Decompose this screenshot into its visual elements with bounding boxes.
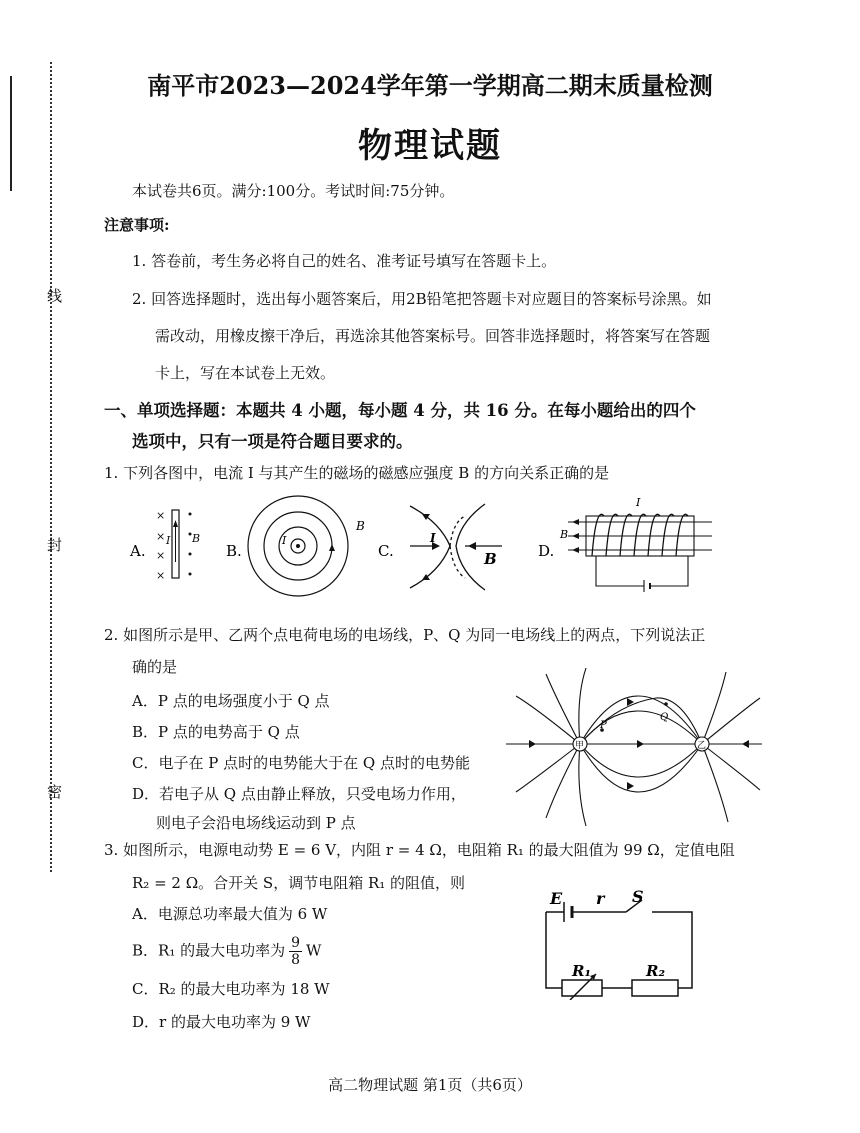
q3-option-b-fraction: $\frac{9}{8}$ (291, 935, 301, 968)
section-1-heading-line-1: 一、单项选择题：本题共 4 小题，每小题 4 分，共 16 分。在每小题给出的四个 (104, 401, 696, 420)
svg-text:I: I (636, 496, 641, 509)
svg-text:B: B (192, 532, 201, 545)
svg-text:B: B (356, 519, 365, 533)
svg-text:Q: Q (660, 712, 669, 723)
q2-option-a: A．P 点的电场强度小于 Q 点 (132, 692, 330, 710)
svg-text:×: × (156, 569, 166, 582)
q1-label-a: A. (130, 542, 146, 560)
q3-stem-line-2: R₂ = 2 Ω。合开关 S，调节电阻箱 R₁ 的阻值，则 (132, 874, 466, 892)
q2-option-b: B．P 点的电势高于 Q 点 (132, 723, 300, 741)
q3-option-b-text: B．R₁ 的最大电功率为 (132, 941, 286, 960)
svg-text:r: r (596, 889, 605, 908)
exam-title: 南平市2023—2024学年第一学期高二期末质量检测 (147, 71, 713, 100)
note-item-2-line-3: 卡上，写在本试卷上无效。 (155, 364, 336, 382)
note-item-2-line-1: 2. 回答选择题时，选出每小题答案后，用2B铅笔把答题卡对应题目的答案标号涂黑。如 (132, 290, 712, 308)
q1-label-d: D. (538, 542, 555, 560)
q2-stem-line-1: 2. 如图所示是甲、乙两个点电荷电场的电场线，P、Q 为同一电场线上的两点，下列说法正 (104, 626, 706, 644)
note-item-1: 1. 答卷前，考生务必将自己的姓名、准考证号填写在答题卡上。 (132, 252, 557, 270)
q2-stem-line-2: 确的是 (132, 658, 178, 676)
exam-subtitle: 物理试题 (358, 126, 502, 166)
q1-figure-b (248, 496, 365, 596)
q2-option-d-line-2: 则电子会沿电场线运动到 P 点 (156, 814, 356, 832)
q1-label-b: B. (226, 542, 242, 560)
binding-dotted-line (50, 62, 52, 872)
q1-figure-c (410, 504, 502, 590)
svg-text:P: P (600, 720, 607, 731)
svg-text:I: I (430, 531, 436, 545)
page-footer: 高二物理试题 第1页（共6页） (328, 1076, 532, 1094)
q2-option-c: C．电子在 P 点时的电势能大于在 Q 点时的电势能 (132, 754, 470, 772)
svg-text:B: B (484, 550, 497, 568)
q1-figure-a (156, 509, 200, 582)
q3-stem-line-1: 3. 如图所示，电源电动势 E = 6 V，内阻 r = 4 Ω，电阻箱 R₁ 的最大阻值为 99 Ω，定值电阻 (104, 841, 735, 859)
q3-option-b (132, 935, 321, 968)
svg-text:×: × (156, 509, 166, 522)
q3-option-a: A．电源总功率最大值为 6 W (132, 905, 328, 923)
q2-option-d-line-1: D．若电子从 Q 点由静止释放，只受电场力作用， (132, 785, 466, 803)
svg-text:R₁: R₁ (572, 962, 592, 980)
q2-field-figure (506, 668, 762, 828)
svg-text:×: × (156, 530, 166, 543)
svg-text:B: B (560, 528, 569, 541)
q1-figure-d (568, 514, 712, 592)
notes-heading: 注意事项: (104, 216, 170, 234)
svg-text:甲: 甲 (575, 741, 585, 751)
q3-option-d: D．r 的最大电功率为 9 W (132, 1013, 311, 1031)
margin-char-feng: 封 (45, 537, 63, 552)
q3-option-b-unit: W (306, 941, 322, 960)
svg-text:I: I (166, 534, 171, 547)
q1-label-c: C. (378, 542, 394, 560)
svg-text:R₂: R₂ (646, 962, 666, 980)
svg-text:I: I (282, 534, 287, 547)
svg-text:S: S (632, 888, 644, 906)
svg-text:×: × (156, 549, 166, 562)
section-1-heading-line-2: 选项中，只有一项是符合题目要求的。 (132, 432, 413, 451)
svg-text:E: E (550, 889, 563, 908)
q1-figures (110, 492, 730, 602)
q1-stem: 1. 下列各图中，电流 I 与其产生的磁场的磁感应强度 B 的方向关系正确的是 (104, 464, 610, 482)
exam-info: 本试卷共6页。满分:100分。考试时间:75分钟。 (132, 182, 455, 200)
margin-char-mi: 密 (45, 784, 63, 799)
note-item-2-line-2: 需改动，用橡皮擦干净后，再选涂其他答案标号。回答非选择题时，将答案写在答题 (155, 327, 711, 345)
q3-circuit-figure (540, 888, 700, 1000)
svg-text:乙: 乙 (697, 741, 707, 751)
margin-char-xian: 线 (45, 288, 63, 303)
q3-option-c: C．R₂ 的最大电功率为 18 W (132, 980, 330, 998)
